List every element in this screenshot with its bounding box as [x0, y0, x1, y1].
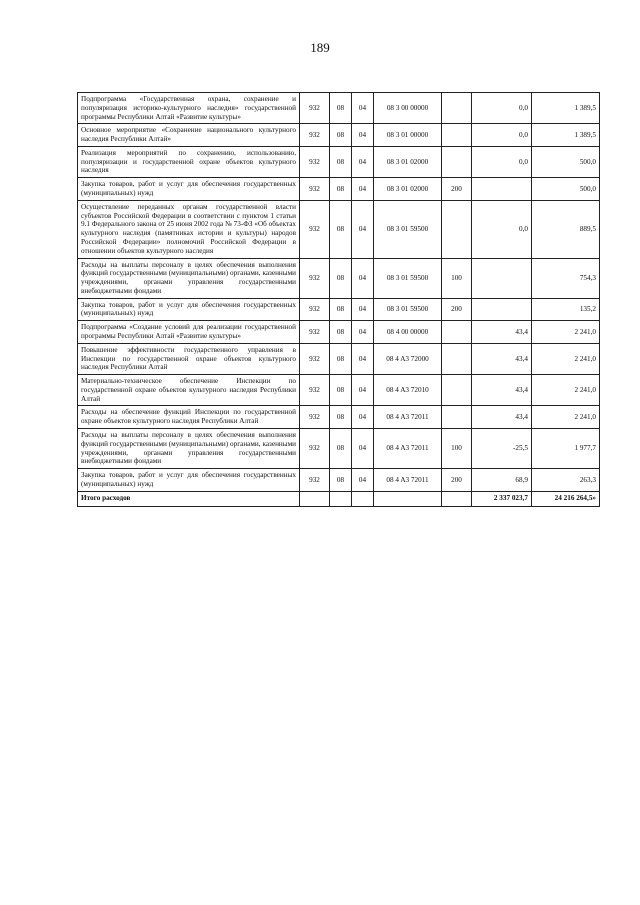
- admin-code: 932: [300, 298, 330, 321]
- section-code: 08: [330, 258, 352, 298]
- table-row: [78, 321, 600, 344]
- section-code: 08: [330, 124, 352, 147]
- admin-code: 932: [300, 375, 330, 406]
- sum-change: 43,4: [472, 406, 532, 429]
- expense-type-code: [442, 93, 472, 124]
- sum-amount: 754,3: [532, 258, 600, 298]
- subsection-code: 04: [352, 321, 374, 344]
- target-article-code: 08 3 01 59500: [374, 298, 442, 321]
- subsection-code: 04: [352, 375, 374, 406]
- row-name: Повышение эффективности государственного управления в Инспекции по государственной охране объектов культурного наследия Республики Алтай: [78, 343, 300, 374]
- sum-change: [472, 178, 532, 201]
- sum-change: 0,0: [472, 200, 532, 258]
- sum-change: 0,0: [472, 93, 532, 124]
- target-article-code: 08 3 00 00000: [374, 93, 442, 124]
- expense-type-code: 200: [442, 469, 472, 492]
- target-article-code: 08 3 01 59500: [374, 200, 442, 258]
- section-code: 08: [330, 375, 352, 406]
- sum-amount: 2 241,0: [532, 343, 600, 374]
- total-row: [78, 491, 600, 506]
- row-name: Подпрограмма «Создание условий для реализации государственной программы Республики Алтай «Развитие культуры»: [78, 321, 300, 344]
- target-article-code: 08 3 01 59500: [374, 258, 442, 298]
- table-row: [78, 343, 600, 374]
- sum-amount: 2 241,0: [532, 321, 600, 344]
- section-code: 08: [330, 321, 352, 344]
- admin-code: 932: [300, 146, 330, 177]
- total-sum-amount: 24 216 264,5»: [532, 491, 600, 506]
- subsection-code: 04: [352, 429, 374, 469]
- table-row: [78, 429, 600, 469]
- table-row: [78, 375, 600, 406]
- row-name: Расходы на выплаты персоналу в целях обеспечения выполнения функций государственными (муниципальными) органами, казенными учреждениями, органами управления государственными внебюджетными фондами: [78, 429, 300, 469]
- target-article-code: 08 3 01 02000: [374, 146, 442, 177]
- section-code: 08: [330, 429, 352, 469]
- subsection-code: 04: [352, 343, 374, 374]
- total-sum-change: 2 337 023,7: [472, 491, 532, 506]
- total-empty-cell: [352, 491, 374, 506]
- table-row: [78, 406, 600, 429]
- table-row: [78, 178, 600, 201]
- admin-code: 932: [300, 258, 330, 298]
- admin-code: 932: [300, 200, 330, 258]
- total-empty-cell: [300, 491, 330, 506]
- row-name: Закупка товаров, работ и услуг для обеспечения государственных (муниципальных) нужд: [78, 298, 300, 321]
- sum-amount: 500,0: [532, 178, 600, 201]
- section-code: 08: [330, 200, 352, 258]
- sum-change: -25,5: [472, 429, 532, 469]
- sum-amount: 500,0: [532, 146, 600, 177]
- row-name: Осуществление переданных органам государственной власти субъектов Российской Федерации в соответствии с пунктом 1 статьи 9.1 Федерального закона от 25 июня 2002 года № 73-ФЗ «Об объектах культурного наследия (памятниках истории и культуры) народов Российской Федерации» полномочий Российской Федерации в отношении объектов культурного наследия: [78, 200, 300, 258]
- row-name: Реализация мероприятий по сохранению, использованию, популяризации и государственной охране объектов культурного наследия: [78, 146, 300, 177]
- sum-amount: 1 977,7: [532, 429, 600, 469]
- target-article-code: 08 4 00 00000: [374, 321, 442, 344]
- expense-type-code: 200: [442, 298, 472, 321]
- expense-type-code: [442, 321, 472, 344]
- sum-change: 43,4: [472, 321, 532, 344]
- section-code: 08: [330, 469, 352, 492]
- table-row: [78, 200, 600, 258]
- sum-amount: 2 241,0: [532, 406, 600, 429]
- admin-code: 932: [300, 178, 330, 201]
- section-code: 08: [330, 146, 352, 177]
- admin-code: 932: [300, 124, 330, 147]
- subsection-code: 04: [352, 406, 374, 429]
- expense-type-code: [442, 200, 472, 258]
- section-code: 08: [330, 298, 352, 321]
- expense-type-code: [442, 124, 472, 147]
- subsection-code: 04: [352, 93, 374, 124]
- page-number: 189: [310, 40, 330, 55]
- sum-amount: 263,3: [532, 469, 600, 492]
- table-row: [78, 258, 600, 298]
- sum-change: 43,4: [472, 343, 532, 374]
- admin-code: 932: [300, 429, 330, 469]
- row-name: Закупка товаров, работ и услуг для обеспечения государственных (муниципальных) нужд: [78, 178, 300, 201]
- target-article-code: 08 4 A3 72010: [374, 375, 442, 406]
- row-name: Закупка товаров, работ и услуг для обеспечения государственных (муниципальных) нужд: [78, 469, 300, 492]
- row-name: Основное мероприятие «Сохранение национального культурного наследия Республики Алтай»: [78, 124, 300, 147]
- sum-change: [472, 258, 532, 298]
- table-row: [78, 146, 600, 177]
- section-code: 08: [330, 406, 352, 429]
- sum-change: 0,0: [472, 146, 532, 177]
- sum-change: 68,9: [472, 469, 532, 492]
- sum-amount: 135,2: [532, 298, 600, 321]
- target-article-code: 08 3 01 02000: [374, 178, 442, 201]
- table-row: [78, 124, 600, 147]
- table-body: [78, 93, 600, 492]
- row-name: Подпрограмма «Государственная охрана, сохранение и популяризация историко-культурного наследия» государственной программы Республики Алтай «Развитие культуры»: [78, 93, 300, 124]
- sum-amount: 2 241,0: [532, 375, 600, 406]
- target-article-code: 08 4 A3 72000: [374, 343, 442, 374]
- total-empty-cell: [442, 491, 472, 506]
- section-code: 08: [330, 93, 352, 124]
- total-empty-cell: [330, 491, 352, 506]
- sum-amount: 1 389,5: [532, 124, 600, 147]
- subsection-code: 04: [352, 178, 374, 201]
- table-row: [78, 469, 600, 492]
- expense-type-code: [442, 375, 472, 406]
- expense-type-code: [442, 343, 472, 374]
- table-row: [78, 93, 600, 124]
- sum-amount: 1 389,5: [532, 93, 600, 124]
- subsection-code: 04: [352, 200, 374, 258]
- target-article-code: 08 3 01 00000: [374, 124, 442, 147]
- admin-code: 932: [300, 406, 330, 429]
- expense-type-code: [442, 146, 472, 177]
- sum-amount: 889,5: [532, 200, 600, 258]
- section-code: 08: [330, 178, 352, 201]
- expense-type-code: [442, 406, 472, 429]
- total-empty-cell: [374, 491, 442, 506]
- expense-type-code: 100: [442, 429, 472, 469]
- admin-code: 932: [300, 321, 330, 344]
- table-row: [78, 298, 600, 321]
- row-name: Расходы на выплаты персоналу в целях обеспечения выполнения функций государственными (муниципальными) органами, казенными учреждениями, органами управления государственными внебюджетными фондами: [78, 258, 300, 298]
- subsection-code: 04: [352, 124, 374, 147]
- row-name: Материально-техническое обеспечение Инспекции по государственной охране объектов культурного наследия Республики Алтай: [78, 375, 300, 406]
- target-article-code: 08 4 A3 72011: [374, 406, 442, 429]
- budget-table: [77, 92, 600, 507]
- subsection-code: 04: [352, 258, 374, 298]
- expense-type-code: 200: [442, 178, 472, 201]
- section-code: 08: [330, 343, 352, 374]
- sum-change: 43,4: [472, 375, 532, 406]
- admin-code: 932: [300, 469, 330, 492]
- sum-change: 0,0: [472, 124, 532, 147]
- target-article-code: 08 4 A3 72011: [374, 469, 442, 492]
- subsection-code: 04: [352, 469, 374, 492]
- row-name: Расходы на обеспечение функций Инспекции по государственной охране объектов культурного наследия Республики Алтай: [78, 406, 300, 429]
- subsection-code: 04: [352, 298, 374, 321]
- subsection-code: 04: [352, 146, 374, 177]
- admin-code: 932: [300, 93, 330, 124]
- admin-code: 932: [300, 343, 330, 374]
- total-label: Итого расходов: [78, 491, 300, 506]
- expense-type-code: 100: [442, 258, 472, 298]
- target-article-code: 08 4 A3 72011: [374, 429, 442, 469]
- sum-change: [472, 298, 532, 321]
